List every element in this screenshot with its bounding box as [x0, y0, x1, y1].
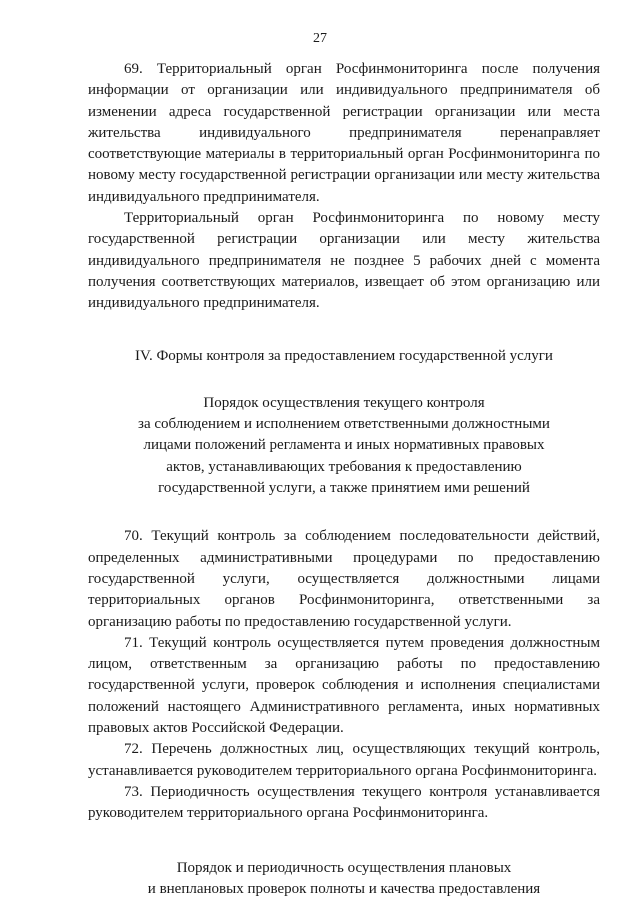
paragraph-73: 73. Периодичность осуществления текущего контроля устанавливается руководителем территориального органа Росфинмониторинга. — [88, 783, 600, 822]
paragraph-72: 72. Перечень должностных лиц, осуществляющих текущий контроль, устанавливается руководителем территориального органа Росфинмониторинга. — [88, 741, 600, 779]
subheading-line: государственной услуги, а также принятием ими решений — [158, 480, 530, 497]
subheading-line: Порядок осуществления текущего контроля — [203, 394, 485, 411]
page-number: 27 — [313, 31, 327, 46]
subheading-current-control — [88, 393, 600, 499]
subheading-inspections — [88, 858, 600, 901]
paragraph-69-continued: Территориальный орган Росфинмониторинга по новому месту государственной регистрации организации или месту жительства индивидуального предпринимателя не позднее 5 рабочих дней с момента получения соответствующих материалов, извещает об этом организацию или индивидуального предпринимателя. — [88, 210, 600, 312]
subheading-line: Порядок и периодичность осуществления плановых — [176, 859, 512, 876]
paragraph-69: 69. Территориальный орган Росфинмониторинга после получения информации от организации или индивидуального предпринимателя об изменении адреса государственной регистрации организации или места жительства индивидуального предпринимателя перенаправляет соответствующие материалы в территориальный орган Росфинмониторинга по новому месту государственной регистрации организации или месту жительства индивидуального предпринимателя. — [88, 61, 600, 205]
document-body — [88, 59, 600, 900]
paragraph-71: 71. Текущий контроль осуществляется путем проведения должностным лицом, ответственным за организацию работы по предоставлению государственной услуги, проверок соблюдения и исполнения специалистами положений настоящего Административного регламента, иных нормативных правовых актов Российской Федерации. — [88, 634, 600, 737]
subheading-line: и внеплановых проверок полноты и качества предоставления — [147, 880, 541, 897]
subheading-line: актов, устанавливающих требования к предоставлению — [166, 458, 522, 475]
subheading-line: лицами положений регламента и иных нормативных правовых — [143, 437, 545, 454]
paragraph-70: 70. Текущий контроль за соблюдением последовательности действий, определенных административными процедурами по предоставлению государственной услуги, осуществляется должностными лицами территориальных органов Росфинмониторинга, ответственными за организацию работы по предоставлению государственной услуги. — [88, 528, 600, 630]
section-heading: IV. Формы контроля за предоставлением государственной услуги — [135, 347, 553, 364]
subheading-line: за соблюдением и исполнением ответственными должностными — [138, 416, 550, 433]
